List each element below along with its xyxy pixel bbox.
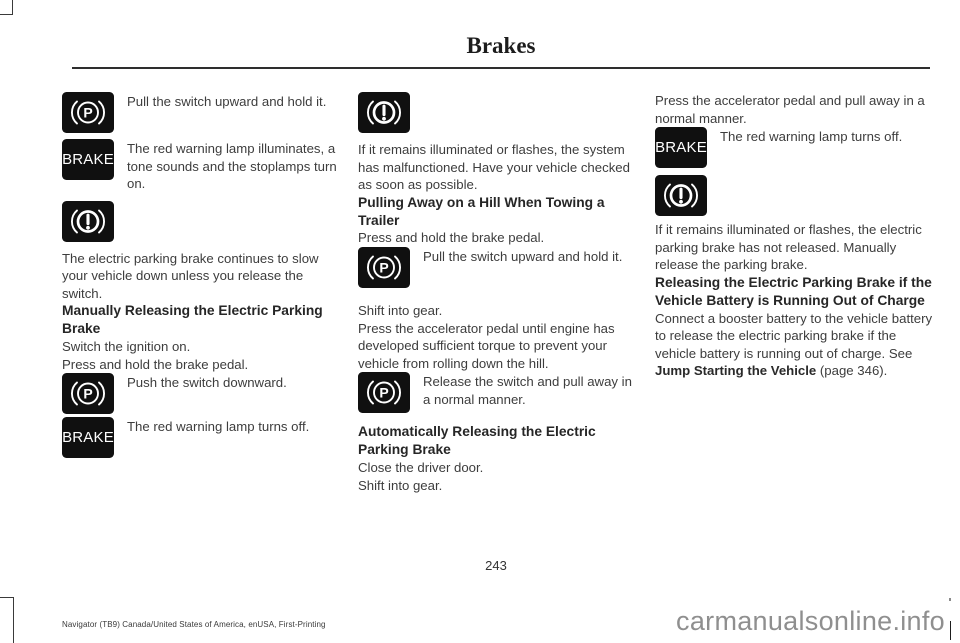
column-1 [62,92,341,458]
body-paragraph: Press and hold the brake pedal. [62,356,249,372]
body-paragraph: Shift into gear. [358,303,443,319]
section-heading: Automatically Releasing the Electric Parking Brake [358,424,596,458]
page-title: Brakes [466,33,536,58]
instruction-row [62,92,341,133]
instruction-text: The red warning lamp turns off. [720,129,903,145]
brake-warning-lamp-icon [62,417,114,458]
body-paragraph: Press and hold the brake pedal. [358,230,545,246]
instruction-text: Push the switch downward. [127,375,287,391]
body-paragraph: Shift into gear. [358,477,443,493]
scan-edge-dot-right [949,598,951,601]
brake-icon-label: BRAKE [62,150,114,168]
instruction-row [62,139,341,193]
watermark-site-link[interactable]: carmanualsonline.info [676,606,945,636]
body-paragraph: If it remains illuminated or flashes, the electric parking brake has not released. Manually release the parking brake. [655,222,922,273]
instruction-row [358,247,637,288]
instruction-text: Release the switch and pull away in a normal manner. [423,374,632,407]
parking-brake-switch-icon [358,372,410,413]
brake-system-warning-icon [358,92,410,133]
icon-row [62,201,341,242]
body-paragraph [655,310,934,380]
instruction-text: Pull the switch upward and hold it. [423,249,623,265]
body-paragraph: Press the accelerator pedal until engine has developed sufficient torque to prevent your vehicle from rolling down the hill. [358,320,615,371]
body-paragraph: Switch the ignition on. [62,339,191,355]
brake-system-warning-icon [655,175,707,216]
body-paragraph: If it remains illuminated or flashes, the system has malfunctioned. Have your vehicle checked as soon as possible. [358,142,630,193]
parking-brake-switch-icon [62,373,114,414]
instruction-row [358,372,637,413]
body-paragraph: The electric parking brake continues to slow your vehicle down unless you release the switch. [62,250,319,301]
print-edition-info: Navigator (TB9) Canada/United States of America, enUSA, First-Printing [62,620,326,629]
instruction-text: The red warning lamp illuminates, a tone sounds and the stoplamps turn on. [127,141,337,192]
scan-edge-mark-right [950,621,952,640]
instruction-text: Pull the switch upward and hold it. [127,94,327,109]
body-paragraph: Press the accelerator pedal and pull away in a normal manner. [655,93,925,126]
brake-system-warning-icon [62,201,114,242]
instruction-row [62,373,341,414]
parking-brake-switch-icon [358,247,410,288]
instruction-row [62,417,341,458]
page-number: 243 [485,558,507,573]
brake-icon-label: BRAKE [62,428,114,446]
paragraph-text: Connect a booster battery to the vehicle battery to release the electric parking brake if the vehicle battery is running out of charge. See [655,310,933,361]
brake-icon-label: BRAKE [655,138,707,156]
section-heading: Pulling Away on a Hill When Towing a Trailer [358,194,605,228]
column-3 [655,92,934,380]
header-divider [72,67,930,69]
section-heading: Releasing the Electric Parking Brake if the Vehicle Battery is Running Out of Charge [655,274,932,308]
scan-corner-mark-bottom-left [0,597,14,643]
cross-reference-link: Jump Starting the Vehicle [655,363,817,379]
brake-warning-lamp-icon [62,139,114,180]
icon-row [655,175,934,216]
instruction-row [655,127,934,168]
body-paragraph: Close the driver door. [358,460,484,476]
parking-brake-switch-icon [62,92,114,133]
paragraph-text: (page 346). [816,363,888,379]
section-heading: Manually Releasing the Electric Parking Brake [62,303,323,337]
brake-warning-lamp-icon [655,127,707,168]
instruction-text: The red warning lamp turns off. [127,419,310,435]
icon-row [358,92,637,133]
column-2 [358,92,637,494]
scan-corner-mark-top-left [0,0,13,15]
